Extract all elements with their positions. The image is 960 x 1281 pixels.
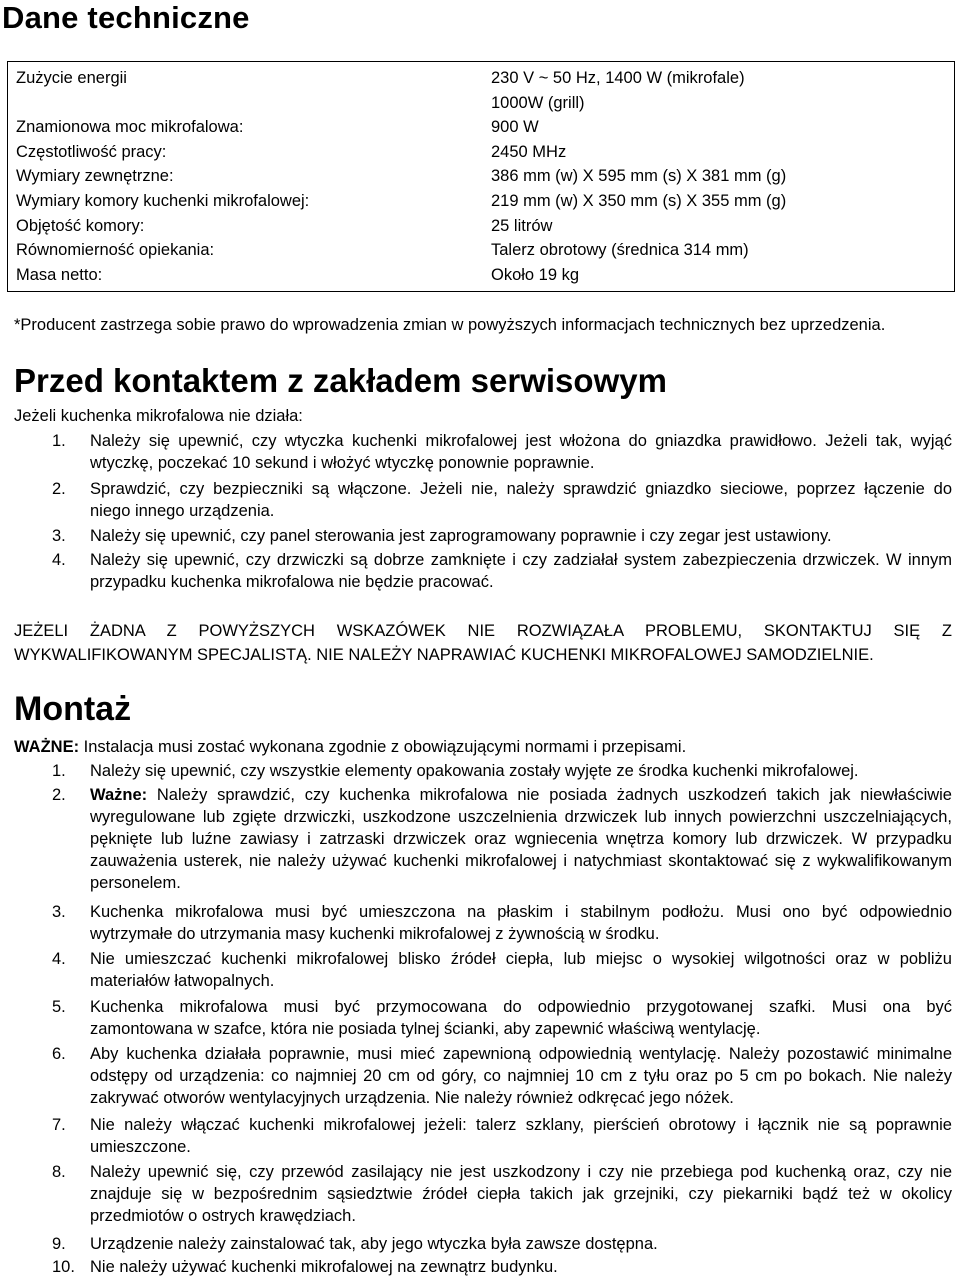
spec-row (8, 140, 954, 164)
spec-label: Zużycie energii (16, 69, 127, 87)
service-intro: Jeżeli kuchenka mikrofalowa nie działa: (14, 407, 303, 425)
text-line: Aby kuchenka działała poprawnie, musi mieć zapewnioną odpowiednią wentylację. Należy pozostawić minimalne (90, 1045, 952, 1063)
spec-note: *Producent zastrzega sobie prawo do wprowadzenia zmian w powyższych informacjach technicznych bez uprzedzenia. (14, 316, 886, 334)
spec-label: Wymiary komory kuchenki mikrofalowej: (16, 192, 310, 210)
text-line: przedmiotów o ostrych krawędziach. (90, 1207, 356, 1225)
list-number: 9. (52, 1235, 66, 1253)
spec-table (7, 61, 955, 292)
text-line: Sprawdzić, czy bezpieczniki są włączone. Jeżeli nie, należy sprawdzić gniazdko sieciowe, poprzez łączenie do (90, 480, 952, 498)
text-line: pęknięte lub luźne zawiasy i zatrzaski drzwiczek oraz wgniecenia wnętrza komory lub drzwiczek. W przypadku (90, 830, 952, 848)
text-line: Urządzenie należy zainstalować tak, aby jego wtyczka była zawsze dostępna. (90, 1235, 658, 1253)
text-line: Kuchenka mikrofalowa musi być umieszczona na płaskim i stabilnym podłożu. Musi ono być odpowiednio (90, 903, 952, 921)
spec-row (8, 189, 954, 213)
spec-value: 219 mm (w) X 350 mm (s) X 355 mm (g) (491, 192, 787, 210)
important-label: WAŻNE: (14, 738, 80, 756)
important-inline-label: Ważne: (90, 786, 148, 804)
text-line: Należy się upewnić, czy wtyczka kuchenki mikrofalowej jest włożona do gniazdka prawidłowo. Jeżeli tak, wyjąć (90, 432, 952, 450)
spec-label: Masa netto: (16, 266, 103, 284)
text-line: Należy się upewnić, czy wszystkie elementy opakowania zostały wyjęte ze środka kuchenki mikrofalowej. (90, 762, 859, 780)
list-number: 7. (52, 1116, 66, 1134)
list-text (90, 525, 952, 547)
list-number: 4. (52, 551, 66, 569)
spec-row (8, 66, 954, 90)
text-line: Należy się upewnić, czy panel sterowania jest zaprogramowany poprawnie i czy zegar jest ustawiony. (90, 527, 832, 545)
spec-value: Około 19 kg (491, 266, 580, 284)
text-line: zamontowana w szafce, która nie posiada tylnej ścianki, aby zapewnić właściwą wentylację. (90, 1020, 761, 1038)
text-fragment: Należy sprawdzić, czy kuchenka mikrofalowa nie posiada żadnych uszkodzeń takich jak niewłaściwie (147, 786, 952, 804)
section-title-assembly: Montaż (14, 690, 132, 728)
spec-row (8, 263, 954, 287)
list-text (90, 1256, 952, 1278)
list-number: 2. (52, 786, 66, 804)
spec-row (8, 115, 954, 139)
list-text (90, 430, 952, 474)
list-number: 3. (52, 527, 66, 545)
list-text (90, 948, 952, 992)
list-text (90, 549, 952, 593)
list-number: 1. (52, 432, 66, 450)
spec-label: Równomierność opiekania: (16, 241, 215, 259)
text-line: Nie należy używać kuchenki mikrofalowej na zewnątrz budynku. (90, 1258, 558, 1276)
spec-label: Częstotliwość pracy: (16, 143, 167, 161)
text-line: Należy upewnić się, czy przewód zasilający nie jest uszkodzony i czy nie przebiega pod kuchenką oraz, czy nie (90, 1163, 952, 1181)
text-line: Nie umieszczać kuchenki mikrofalowej blisko źródeł ciepła, lub miejsc o wysokiej wilgotności oraz w pobliżu (90, 950, 952, 968)
list-text (90, 1233, 952, 1255)
text-line: umieszczone. (90, 1138, 191, 1156)
warning-line: JEŻELI ŻADNA Z POWYŻSZYCH WSKAZÓWEK NIE ROZWIĄZAŁA PROBLEMU, SKONTAKTUJ SIĘ Z (14, 622, 952, 640)
assembly-important (14, 736, 686, 758)
list-text (90, 784, 952, 894)
spec-row (8, 164, 954, 188)
list-text (90, 996, 952, 1040)
list-number: 3. (52, 903, 66, 921)
list-text (90, 1114, 952, 1158)
important-text: Instalacja musi zostać wykonana zgodnie z obowiązującymi normami i przepisami. (79, 738, 687, 756)
text-line: Należy się upewnić, czy drzwiczki są dobrze zamknięte i czy zadziałał system zabezpieczenia drzwiczek. W innym (90, 551, 952, 569)
text-line: zakrywać otworów wentylacyjnych urządzenia. Nie należy również odkręcać jego nóżek. (90, 1089, 734, 1107)
section-title-service: Przed kontaktem z zakładem serwisowym (14, 362, 667, 399)
spec-value: 2450 MHz (491, 143, 567, 161)
list-number: 8. (52, 1163, 66, 1181)
text-line (90, 784, 952, 806)
spec-label: Wymiary zewnętrzne: (16, 167, 174, 185)
text-line: odstępy od urządzenia: co najmniej 20 cm od góry, co najmniej 10 cm z tyłu oraz po 5 cm po bokach. Nie należy (90, 1067, 952, 1085)
list-text (90, 1161, 952, 1227)
list-number: 2. (52, 480, 66, 498)
spec-row (8, 214, 954, 238)
text-line: znajduje się w bezpośrednim sąsiedztwie źródeł ciepła takich jak grzejniki, czy piekarniki bądź też w okolicy (90, 1185, 952, 1203)
list-text (90, 478, 952, 522)
list-number: 10. (52, 1258, 75, 1276)
warning-line: WYKWALIFIKOWANYM SPECJALISTĄ. NIE NALEŻY NAPRAWIAĆ KUCHENKI MIKROFALOWEJ SAMODZIELNIE. (14, 646, 874, 664)
text-line: wtyczkę, poczekać 10 sekund i włożyć wtyczkę ponownie poprawnie. (90, 454, 595, 472)
text-line: zauważenia usterek, nie należy używać kuchenki mikrofalowej i natychmiast skontaktować się z wykwalifikowanym (90, 852, 952, 870)
text-line: Nie należy włączać kuchenki mikrofalowej jeżeli: talerz szklany, pierścień obrotowy i łącznik nie są poprawnie (90, 1116, 952, 1134)
spec-value: Talerz obrotowy (średnica 314 mm) (491, 241, 749, 259)
text-line: Kuchenka mikrofalowa musi być przymocowana do odpowiednio przygotowanej szafki. Musi ona być (90, 998, 952, 1016)
list-number: 1. (52, 762, 66, 780)
list-text (90, 1043, 952, 1109)
text-line: wytrzymałe do utrzymania masy kuchenki mikrofalowej z żywnością w środku. (90, 925, 660, 943)
list-text (90, 901, 952, 945)
spec-value: 386 mm (w) X 595 mm (s) X 381 mm (g) (491, 167, 787, 185)
list-text (90, 760, 952, 782)
spec-label: Objętość komory: (16, 217, 145, 235)
text-line: wyregulowane lub zgięte drzwiczki, uszkodzone uszczelnienia drzwiczek lub innych powierzchni uszczelniających, (90, 808, 952, 826)
spec-value: 25 litrów (491, 217, 553, 235)
list-number: 5. (52, 998, 66, 1016)
list-number: 4. (52, 950, 66, 968)
text-line: niego innego urządzenia. (90, 502, 275, 520)
service-warning (14, 619, 952, 667)
text-line: przypadku kuchenka mikrofalowa nie będzie pracować. (90, 573, 494, 591)
list-number: 6. (52, 1045, 66, 1063)
spec-row (8, 238, 954, 262)
spec-value: 900 W (491, 118, 539, 136)
spec-label: Znamionowa moc mikrofalowa: (16, 118, 244, 136)
spec-value: 1000W (grill) (491, 94, 585, 112)
spec-row (8, 91, 954, 115)
text-line: personelem. (90, 874, 181, 892)
text-line: materiałów łatwopalnych. (90, 972, 275, 990)
page-title: Dane techniczne (2, 0, 250, 35)
spec-value: 230 V ~ 50 Hz, 1400 W (mikrofale) (491, 69, 745, 87)
